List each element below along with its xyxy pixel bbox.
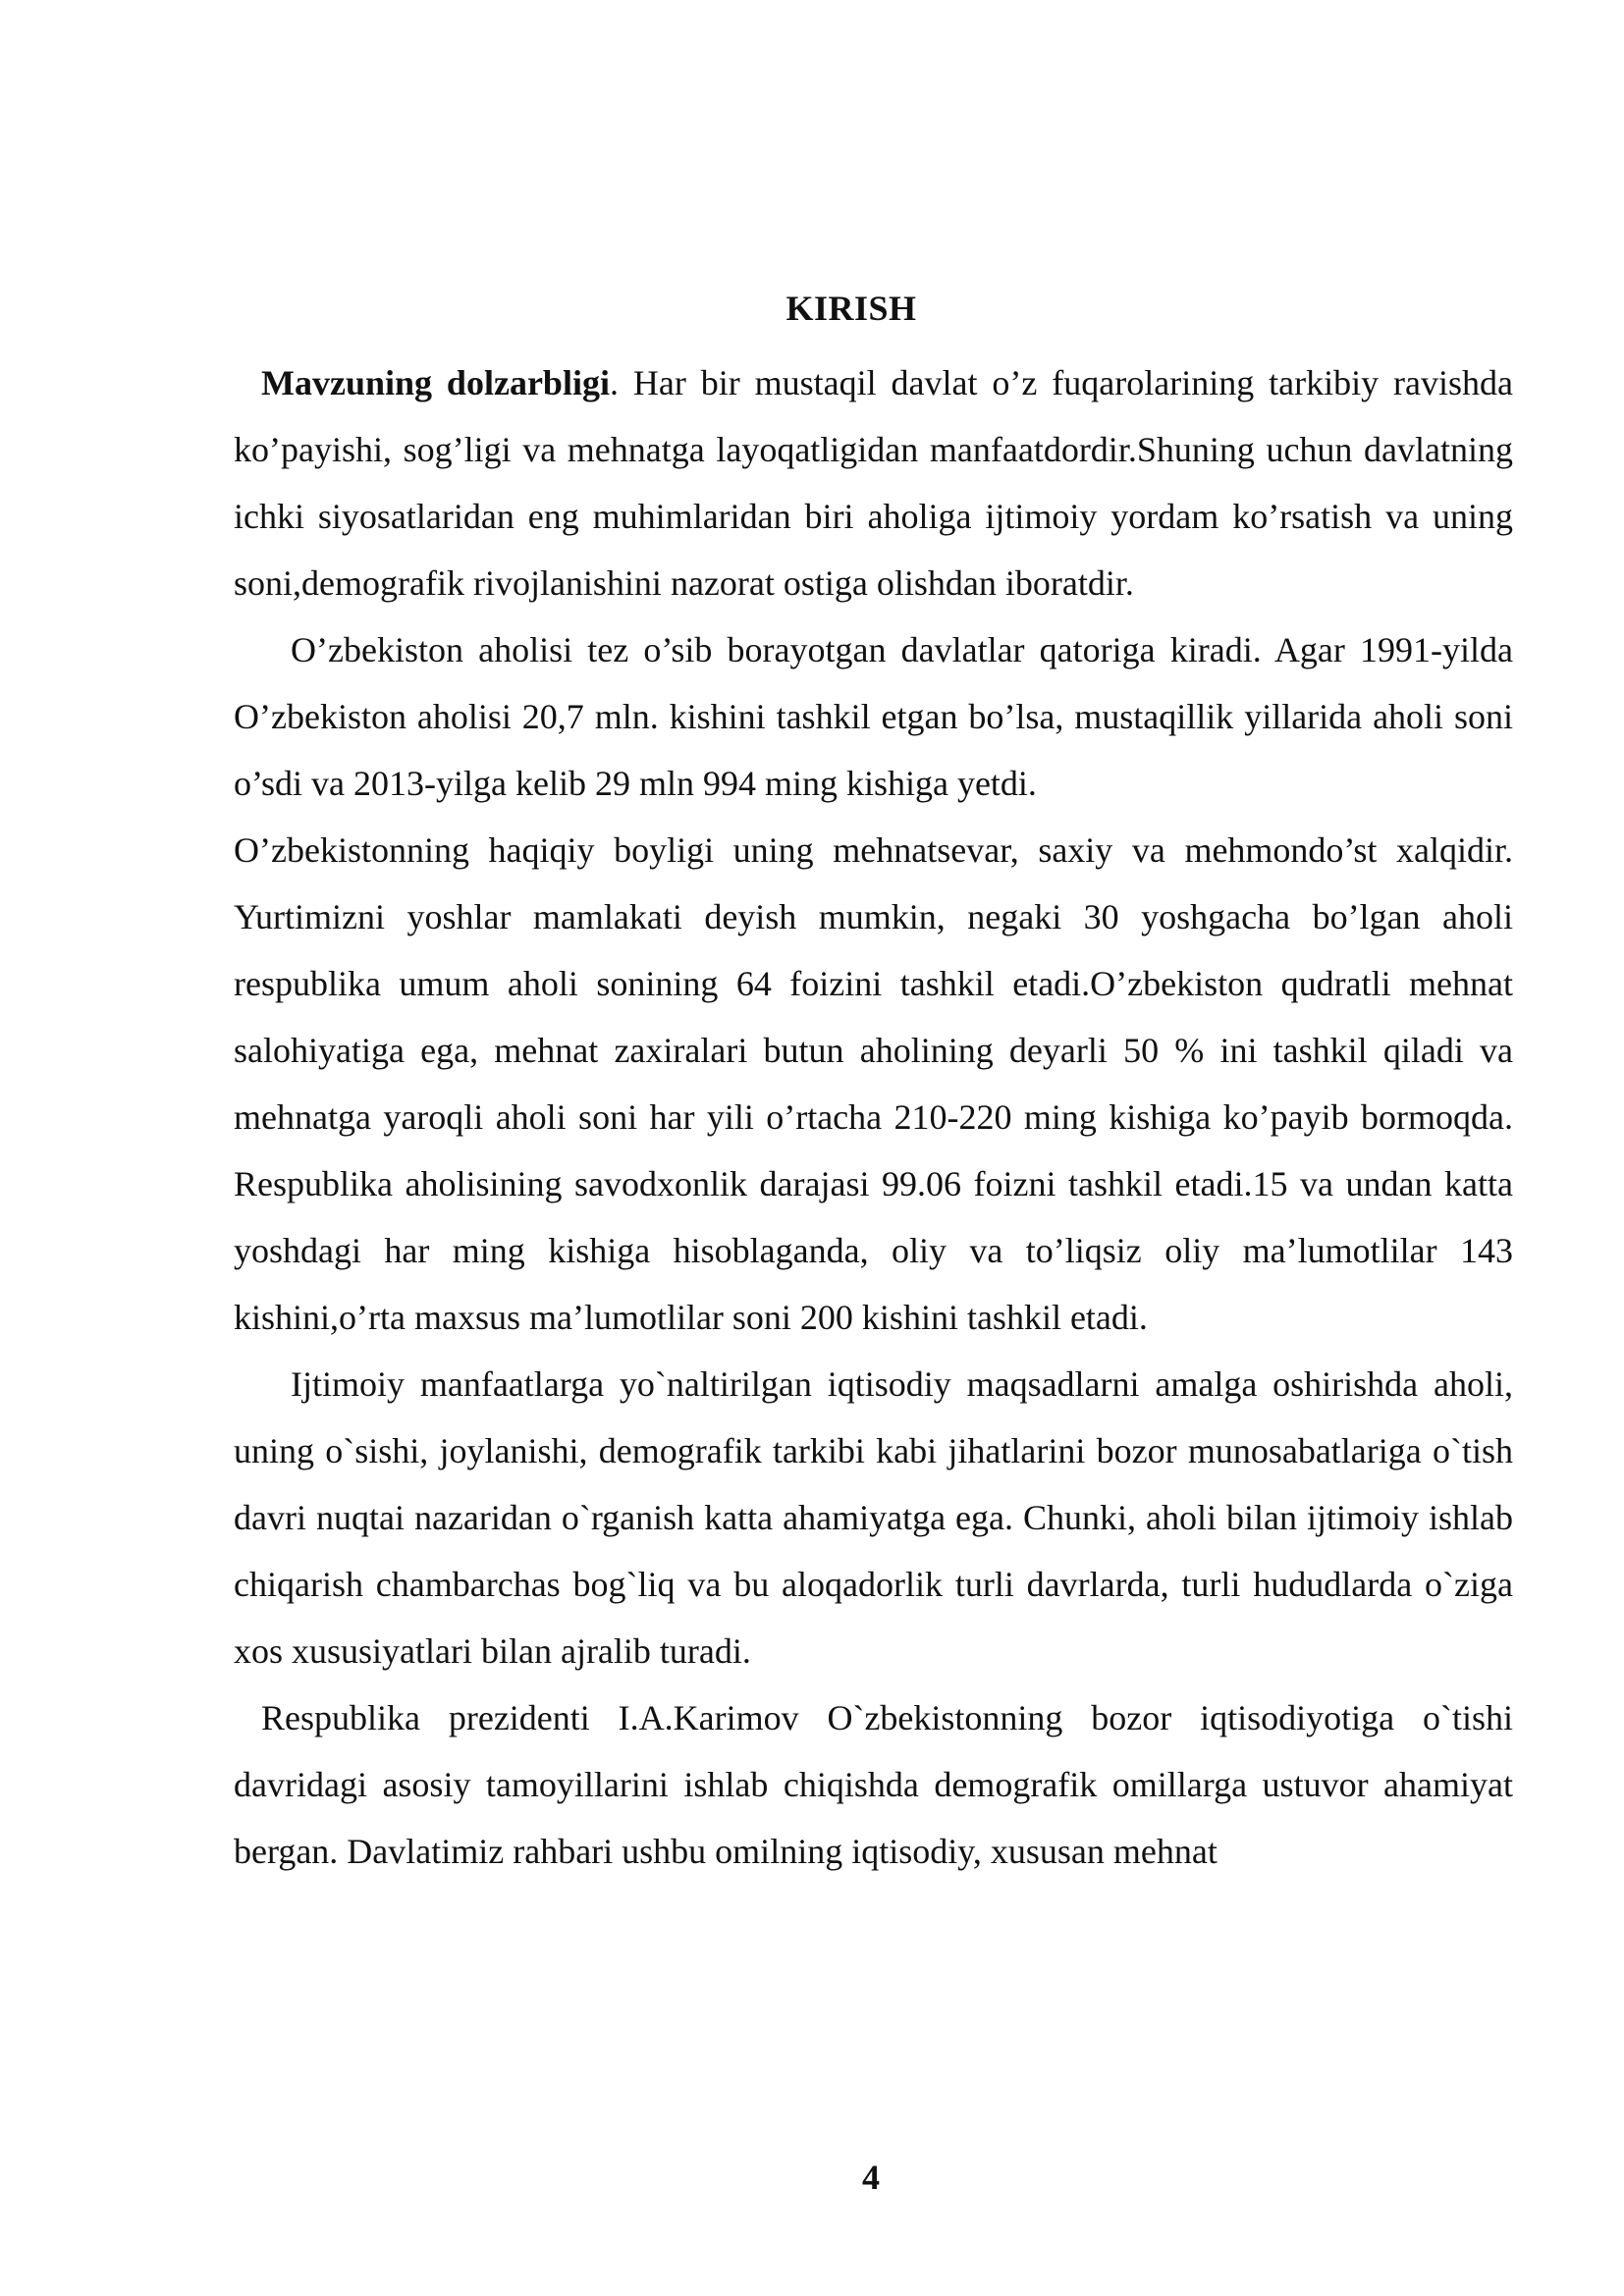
paragraph-president: Respublika prezidenti I.A.Karimov O`zbekistonning bozor iqtisodiyotiga o`tishi davridagi asosiy tamoyillarini ishlab chiqishda demografik omillarga ustuvor ahamiyat bergan. Davlatimiz rahbari ushbu omilning iqtisodiy, xususan mehnat: [234, 1698, 1513, 1871]
body-text: [234, 349, 1513, 1885]
page-title: KIRISH: [785, 289, 917, 328]
paragraph-lead: Mavzuning dolzarbligi: [261, 363, 610, 402]
paragraph-social-interests: Ijtimoiy manfaatlarga yo`naltirilgan iqtisodiy maqsadlarni amalga oshirishda aholi, uning o`sishi, joylanishi, demografik tarkibi kabi jihatlarini bozor munosabatlariga o`tish davri nuqtai nazaridan o`rganish katta ahamiyatga ega. Chunki, aholi bilan ijtimoiy ishlab chiqarish chambarchas bog`liq va bu aloqadorlik turli davrlarda, turli hududlarda o`ziga xos xususiyatlari bilan ajralib turadi.: [234, 1364, 1513, 1671]
paragraph-relevance: [234, 349, 1513, 616]
page-number: 4: [862, 2158, 880, 2197]
paragraph-wealth: O’zbekistonning haqiqiy boyligi uning mehnatsevar, saxiy va mehmondo’st xalqidir. Yurtimizni yoshlar mamlakati deyish mumkin, negaki 30 yoshgacha bo’lgan aholi respublika umum aholi sonining 64 foizini tashkil etadi.O’zbekiston qudratli mehnat salohiyatiga ega, mehnat zaxiralari butun aholining deyarli 50 % ini tashkil qiladi va mehnatga yaroqli aholi soni har yili o’rtacha 210-220 ming kishiga ko’payib bormoqda. Respublika aholisining savodxonlik darajasi 99.06 foizni tashkil etadi.15 va undan katta yoshdagi har ming kishiga hisoblaganda, oliy va to’liqsiz oliy ma’lumotlilar 143 kishini,o’rta maxsus ma’lumotlilar soni 200 kishini tashkil etadi.: [234, 830, 1513, 1337]
paragraph-population: O’zbekiston aholisi tez o’sib borayotgan davlatlar qatoriga kiradi. Agar 1991-yilda O’zbekiston aholisi 20,7 mln. kishini tashkil etgan bo’lsa, mustaqillik yillarida aholi soni o’sdi va 2013-yilga kelib 29 mln 994 ming kishiga yetdi.: [234, 630, 1513, 803]
paragraph-text: . Har bir mustaqil davlat o’z fuqarolarining tarkibiy ravishda ko’payishi, sog’ligi va mehnatga layoqatligidan manfaatdordir.Shuning uchun davlatning ichki siyosatlaridan eng muhimlaridan biri aholiga ijtimoiy yordam ko’rsatish va uning soni,demografik rivojlanishini nazorat ostiga olishdan iboratdir.: [234, 363, 1513, 603]
